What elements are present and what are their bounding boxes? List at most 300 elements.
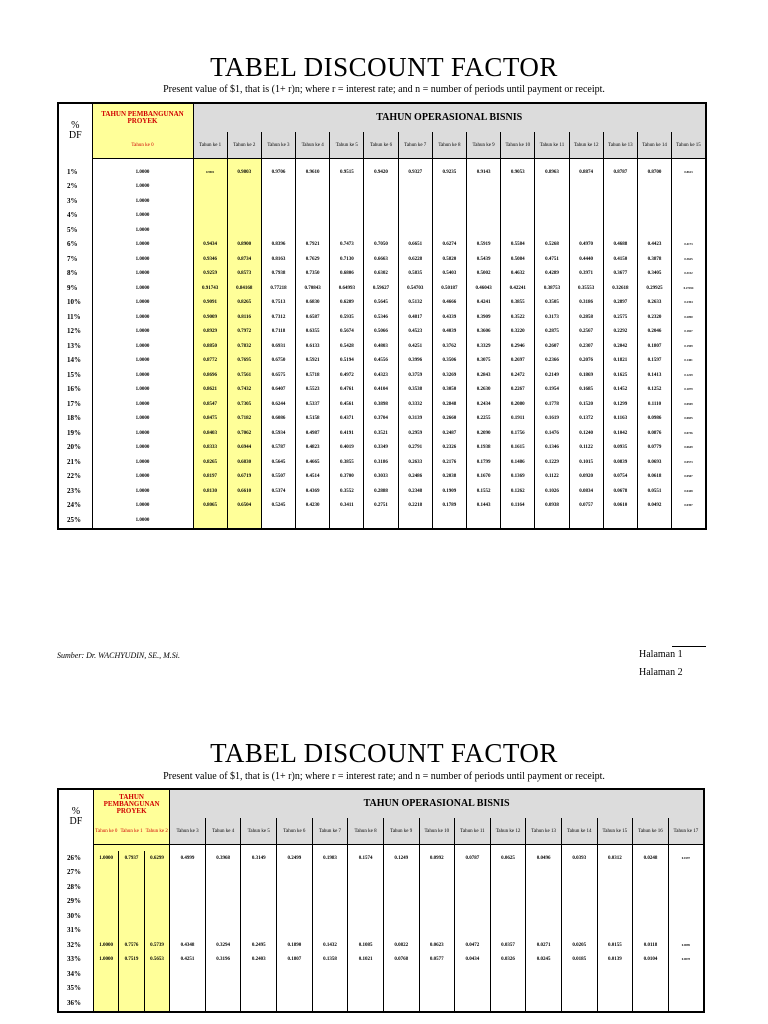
factor-cell: 0.6830 (227, 455, 261, 470)
factor-cell: 0.4751 (535, 252, 569, 267)
factor-cell (364, 223, 398, 238)
factor-cell: 0.2499 (277, 851, 313, 866)
factor-cell: 0.4241 (467, 296, 501, 311)
factor-cell: 0.5919 (467, 238, 501, 253)
factor-cell: 0.1807 (277, 953, 313, 968)
factor-cell (296, 209, 330, 224)
factor-cell: 0.2038 (432, 470, 466, 485)
rate-cell: 12% (58, 325, 92, 340)
rate-cell: 17% (58, 397, 92, 412)
factor-cell (364, 209, 398, 224)
factor-cell: 0.5245 (261, 499, 295, 514)
rate-cell: 23% (58, 484, 92, 499)
factor-cell (501, 194, 535, 209)
factor-cell: 0.8396 (261, 238, 295, 253)
factor-cell: 0.6274 (432, 238, 466, 253)
rate-cell: 25% (58, 513, 92, 529)
factor-cell: 0.27454 (672, 281, 706, 296)
factor-cell: 0.0693 (637, 455, 671, 470)
factor-cell: 0.7937 (119, 851, 144, 866)
discount-factor-table-2 (57, 788, 705, 1013)
factor-cell (205, 895, 241, 910)
factor-cell (93, 866, 118, 881)
factor-cell (144, 924, 169, 939)
factor-cell (296, 513, 330, 529)
factor-cell: 0.3506 (432, 354, 466, 369)
factor-cell: 0.0779 (637, 441, 671, 456)
factor-cell: 0.2046 (637, 325, 671, 340)
table-row (58, 880, 704, 895)
factor-cell: 0.5584 (501, 238, 535, 253)
factor-cell: 0.0248 (633, 851, 669, 866)
factor-cell: 1.0000 (92, 354, 193, 369)
df-label: DF (68, 130, 82, 142)
factor-cell: 0.38753 (535, 281, 569, 296)
factor-cell: 1.0000 (92, 209, 193, 224)
factor-cell (597, 895, 633, 910)
factor-cell: 0.8573 (227, 267, 261, 282)
column-header: Tahun ke 13 (603, 132, 637, 159)
factor-cell: 0.1413 (637, 368, 671, 383)
factor-cell: 0.6719 (227, 470, 261, 485)
factor-cell (561, 982, 597, 997)
table-row (58, 238, 706, 253)
factor-cell: 0.1358 (312, 953, 348, 968)
factor-cell: 0.0104 (633, 953, 669, 968)
factor-cell: 0.5439 (467, 252, 501, 267)
factor-cell: 0.4561 (330, 397, 364, 412)
factor-cell: 1.0000 (92, 426, 193, 441)
factor-cell: 0.1085 (348, 938, 384, 953)
factor-cell: 0.6209 (330, 296, 364, 311)
factor-cell (597, 982, 633, 997)
factor-cell (597, 967, 633, 982)
factor-cell (668, 982, 704, 997)
factor-cell: 0.0089 (668, 938, 704, 953)
factor-cell: 0.3329 (467, 339, 501, 354)
factor-cell: 0.9434 (193, 238, 227, 253)
factor-cell: 0.9515 (330, 165, 364, 180)
factor-cell: 0.3971 (569, 267, 603, 282)
factor-cell: 0.5002 (467, 267, 501, 282)
factor-cell: 0.3149 (241, 851, 277, 866)
factor-cell (490, 880, 526, 895)
table-row (58, 397, 706, 412)
factor-cell: 0.3968 (205, 851, 241, 866)
factor-cell (637, 194, 671, 209)
factor-cell: 0.4289 (535, 267, 569, 282)
factor-cell: 0.8613 (672, 165, 706, 180)
factor-cell: 0.8850 (193, 339, 227, 354)
factor-cell (526, 982, 562, 997)
factor-cell (241, 895, 277, 910)
factor-cell (455, 996, 491, 1012)
table-row (58, 967, 704, 982)
factor-cell (526, 880, 562, 895)
factor-cell: 0.0768 (383, 953, 419, 968)
factor-cell (330, 513, 364, 529)
header-operasional: TAHUN OPERASIONAL BISNIS (170, 789, 704, 818)
factor-cell: 0.2660 (432, 412, 466, 427)
factor-cell: 0.4817 (398, 310, 432, 325)
factor-cell: 0.0623 (419, 938, 455, 953)
factor-cell (637, 223, 671, 238)
factor-cell (348, 909, 384, 924)
factor-cell: 0.8265 (193, 455, 227, 470)
factor-cell: 0.0078 (668, 953, 704, 968)
factor-cell: 0.2434 (467, 397, 501, 412)
factor-cell (119, 880, 144, 895)
factor-cell (144, 895, 169, 910)
factor-cell: 0.7473 (330, 238, 364, 253)
factor-cell (561, 895, 597, 910)
factor-cell: 0.5428 (330, 339, 364, 354)
factor-cell (455, 967, 491, 982)
factor-cell (490, 924, 526, 939)
factor-cell: 0.2218 (398, 499, 432, 514)
factor-cell (419, 909, 455, 924)
rate-cell: 34% (58, 967, 93, 982)
factor-cell (561, 967, 597, 982)
column-header: Tahun ke 1 (193, 132, 227, 159)
column-header: Tahun ke 5 (330, 132, 364, 159)
factor-cell: 0.3173 (535, 310, 569, 325)
factor-cell: 0.77218 (261, 281, 295, 296)
factor-cell: 0.5674 (330, 325, 364, 340)
table-row (58, 165, 706, 180)
factor-cell (633, 909, 669, 924)
factor-cell: 0.3700 (330, 470, 364, 485)
column-header: Tahun ke 9 (383, 818, 419, 845)
factor-cell: 0.5645 (261, 455, 295, 470)
factor-cell (312, 982, 348, 997)
factor-cell (603, 194, 637, 209)
factor-cell: 0.6651 (398, 238, 432, 253)
factor-cell: 0.42241 (501, 281, 535, 296)
factor-cell: 0.1954 (535, 383, 569, 398)
factor-cell (597, 866, 633, 881)
factor-cell (668, 924, 704, 939)
factor-cell: 0.1756 (501, 426, 535, 441)
factor-cell (490, 909, 526, 924)
factor-cell (561, 909, 597, 924)
rate-cell: 36% (58, 996, 93, 1012)
factor-cell: 0.6228 (398, 252, 432, 267)
factor-cell (383, 866, 419, 881)
rate-cell: 9% (58, 281, 92, 296)
column-header: Tahun ke 13 (526, 818, 562, 845)
factor-cell: 0.6407 (261, 383, 295, 398)
factor-cell (312, 866, 348, 881)
factor-cell (535, 223, 569, 238)
factor-cell: 0.1685 (569, 383, 603, 398)
factor-cell: 0.3405 (637, 267, 671, 282)
factor-cell (672, 513, 706, 529)
factor-cell (312, 895, 348, 910)
factor-cell (348, 982, 384, 997)
column-header: Tahun ke 16 (633, 818, 669, 845)
factor-cell: 0.8900 (227, 238, 261, 253)
factor-cell: 0.3075 (467, 354, 501, 369)
factor-cell: 0.5921 (296, 354, 330, 369)
factor-cell (597, 924, 633, 939)
factor-cell (569, 209, 603, 224)
header-pembangunan: TAHUN PEMBANGUNAN PROYEK (93, 789, 169, 818)
factor-cell (330, 194, 364, 209)
factor-cell (348, 924, 384, 939)
factor-cell: 0.5403 (432, 267, 466, 282)
factor-cell: 0.6610 (227, 484, 261, 499)
column-header: Tahun ke 8 (432, 132, 466, 159)
factor-cell: 0.0205 (561, 938, 597, 953)
factor-cell (119, 967, 144, 982)
column-header: Tahun ke 1 (119, 818, 144, 845)
factor-cell: 0.7519 (119, 953, 144, 968)
factor-cell: 0.2607 (535, 339, 569, 354)
factor-cell (633, 866, 669, 881)
factor-cell (603, 209, 637, 224)
factor-cell (569, 180, 603, 195)
factor-cell: 1.0000 (92, 238, 193, 253)
page2-subtitle: Present value of $1, that is (1+ r)n; where r = interest rate; and n = number of periods until payment or receipt. (163, 771, 605, 782)
factor-cell: 0.59627 (364, 281, 398, 296)
percent-symbol: % (71, 806, 81, 818)
factor-cell: 0.8116 (227, 310, 261, 325)
rate-cell: 35% (58, 982, 93, 997)
factor-cell: 0.5346 (364, 310, 398, 325)
factor-cell: 0.2888 (364, 484, 398, 499)
factor-cell: 0.4999 (170, 851, 206, 866)
factor-cell: 0.4230 (296, 499, 330, 514)
factor-cell (383, 924, 419, 939)
factor-cell (364, 513, 398, 529)
factor-cell: 0.1432 (312, 938, 348, 953)
factor-cell: 0.5835 (398, 267, 432, 282)
factor-cell: 0.2848 (432, 397, 466, 412)
factor-cell (419, 924, 455, 939)
factor-cell (119, 924, 144, 939)
factor-cell: 0.1799 (467, 455, 501, 470)
factor-cell: 0.0920 (569, 470, 603, 485)
factor-cell: 0.3152 (672, 267, 706, 282)
factor-cell: 0.4514 (296, 470, 330, 485)
factor-cell (261, 209, 295, 224)
rate-cell: 32% (58, 938, 93, 953)
table-row (58, 267, 706, 282)
factor-cell (467, 513, 501, 529)
factor-cell (455, 909, 491, 924)
factor-cell (597, 909, 633, 924)
factor-cell: 0.4173 (672, 238, 706, 253)
factor-cell: 0.7130 (330, 252, 364, 267)
factor-cell (467, 223, 501, 238)
factor-cell (603, 513, 637, 529)
factor-cell: 0.6830 (296, 296, 330, 311)
factor-cell (205, 880, 241, 895)
rate-cell: 6% (58, 238, 92, 253)
factor-cell: 0.1520 (569, 397, 603, 412)
factor-cell: 0.3704 (364, 412, 398, 427)
factor-cell: 0.4970 (569, 238, 603, 253)
factor-cell: 0.7312 (261, 310, 295, 325)
factor-cell (277, 996, 313, 1012)
factor-cell: 0.2751 (364, 499, 398, 514)
table-row (58, 281, 706, 296)
factor-cell (93, 909, 118, 924)
factor-cell (672, 194, 706, 209)
factor-cell: 0.0245 (526, 953, 562, 968)
factor-cell (455, 924, 491, 939)
factor-cell (432, 209, 466, 224)
df-label: DF (69, 816, 83, 828)
factor-cell (241, 909, 277, 924)
factor-cell: 0.6086 (261, 412, 295, 427)
factor-cell: 0.8963 (535, 165, 569, 180)
factor-cell (501, 223, 535, 238)
factor-cell (205, 866, 241, 881)
factor-cell: 0.0326 (490, 953, 526, 968)
factor-cell: 0.1229 (672, 368, 706, 383)
factor-cell (296, 180, 330, 195)
column-header: Tahun ke 17 (668, 818, 704, 845)
factor-cell: 0.9053 (501, 165, 535, 180)
factor-cell (241, 880, 277, 895)
table-row (58, 296, 706, 311)
factor-cell (383, 909, 419, 924)
factor-cell: 0.2858 (569, 310, 603, 325)
factor-cell (277, 866, 313, 881)
factor-cell (419, 895, 455, 910)
factor-cell (312, 996, 348, 1012)
factor-cell: 0.5337 (296, 397, 330, 412)
factor-cell: 0.0787 (455, 851, 491, 866)
rate-cell: 33% (58, 953, 93, 968)
column-header: Tahun ke 5 (241, 818, 277, 845)
factor-cell: 0.6806 (330, 267, 364, 282)
factor-cell (93, 924, 118, 939)
factor-cell: 0.0155 (597, 938, 633, 953)
factor-cell: 0.0992 (419, 851, 455, 866)
factor-cell: 0.2567 (569, 325, 603, 340)
factor-cell (501, 180, 535, 195)
factor-cell: 1.0000 (92, 325, 193, 340)
discount-factor-table (57, 102, 707, 530)
factor-cell: 0.4823 (296, 441, 330, 456)
factor-cell (261, 513, 295, 529)
factor-cell: 0.0448 (672, 484, 706, 499)
factor-cell: 1.0000 (92, 499, 193, 514)
factor-cell: 0.8787 (603, 165, 637, 180)
factor-cell (144, 982, 169, 997)
factor-cell (93, 880, 118, 895)
factor-cell: 0.0834 (569, 484, 603, 499)
rate-cell: 27% (58, 866, 93, 881)
factor-cell: 0.4348 (170, 938, 206, 953)
factor-cell: 0.0986 (637, 412, 671, 427)
factor-cell: 0.8197 (193, 470, 227, 485)
factor-cell: 0.5194 (330, 354, 364, 369)
factor-cell (398, 180, 432, 195)
table-row (58, 455, 706, 470)
factor-cell: 0.8621 (193, 383, 227, 398)
factor-cell (398, 513, 432, 529)
factor-cell: 0.2090 (672, 310, 706, 325)
factor-cell: 0.3050 (432, 383, 466, 398)
factor-cell: 0.2307 (569, 339, 603, 354)
factor-cell: 0.2575 (603, 310, 637, 325)
factor-cell: 0.1299 (603, 397, 637, 412)
column-header: Tahun ke 8 (348, 818, 384, 845)
factor-cell: 0.5718 (296, 368, 330, 383)
rate-cell: 5% (58, 223, 92, 238)
column-header: Tahun ke 10 (419, 818, 455, 845)
factor-cell: 1.0000 (92, 484, 193, 499)
factor-cell: 0.2946 (501, 339, 535, 354)
factor-cell (490, 996, 526, 1012)
factor-cell: 0.4251 (170, 953, 206, 968)
rate-cell: 2% (58, 180, 92, 195)
column-header: Tahun ke 12 (490, 818, 526, 845)
factor-cell: 0.1789 (432, 499, 466, 514)
factor-cell: 0.0736 (672, 426, 706, 441)
factor-cell (193, 513, 227, 529)
header-operasional: TAHUN OPERASIONAL BISNIS (193, 103, 706, 132)
factor-cell (93, 967, 118, 982)
factor-cell: 0.8696 (193, 368, 227, 383)
factor-cell (455, 982, 491, 997)
factor-cell: 0.3269 (432, 368, 466, 383)
factor-cell (398, 223, 432, 238)
factor-cell (119, 866, 144, 881)
factor-cell: 0.8547 (193, 397, 227, 412)
factor-cell (261, 180, 295, 195)
factor-cell: 0.1827 (672, 325, 706, 340)
factor-cell (398, 194, 432, 209)
factor-cell: 0.4191 (330, 426, 364, 441)
factor-cell: 0.8700 (637, 165, 671, 180)
factor-cell (526, 909, 562, 924)
factor-cell: 0.9259 (193, 267, 227, 282)
table-row (58, 513, 706, 529)
factor-cell: 0.0577 (419, 953, 455, 968)
column-header: Tahun ke 0 (92, 132, 193, 159)
column-header: Tahun ke 4 (205, 818, 241, 845)
factor-cell: 0.5653 (144, 953, 169, 968)
table-row (58, 851, 704, 866)
column-header: Tahun ke 15 (672, 132, 706, 159)
factor-cell: 0.9009 (193, 310, 227, 325)
factor-cell: 0.0393 (561, 851, 597, 866)
factor-cell (241, 982, 277, 997)
factor-cell: 0.0938 (535, 499, 569, 514)
factor-cell (561, 866, 597, 881)
factor-cell: 0.2697 (501, 354, 535, 369)
factor-cell (455, 880, 491, 895)
factor-cell: 0.2149 (535, 368, 569, 383)
factor-cell (227, 513, 261, 529)
factor-cell (501, 209, 535, 224)
factor-cell: 0.3855 (330, 455, 364, 470)
factor-cell (597, 996, 633, 1012)
factor-cell: 0.3521 (364, 426, 398, 441)
factor-cell: 0.0876 (637, 426, 671, 441)
factor-cell: 0.1122 (569, 441, 603, 456)
factor-cell: 0.6299 (144, 851, 169, 866)
factor-cell: 0.3220 (501, 325, 535, 340)
table-row (58, 325, 706, 340)
factor-cell: 0.4761 (330, 383, 364, 398)
factor-cell: 0.3411 (330, 499, 364, 514)
